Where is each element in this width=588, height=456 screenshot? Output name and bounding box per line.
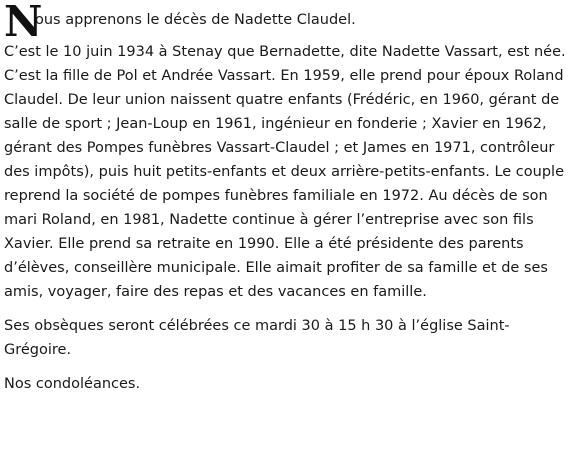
body-line: gérant des Pompes funèbres Vassart-Claudel ; et James en 1971, contrôleur	[4, 140, 555, 156]
body-line: C’est la fille de Pol et Andrée Vassart. En 1959, elle prend pour époux Roland	[4, 68, 564, 84]
funeral-paragraph	[4, 314, 586, 362]
biography-paragraph	[4, 40, 586, 304]
drop-cap: N	[4, 0, 43, 46]
body-line: des impôts), puis huit petits-enfants et deux arrière-petits-enfants. Le couple	[4, 164, 564, 180]
condolences-text: Nos condoléances.	[4, 376, 141, 392]
obituary-article	[4, 0, 586, 396]
body-line: d’élèves, conseillère municipale. Elle aimait profiter de sa famille et de ses	[4, 260, 548, 276]
body-line: amis, voyager, faire des repas et des vacances en famille.	[4, 284, 427, 300]
lead-text: ous apprenons le décès de Nadette Claudel.	[35, 12, 356, 28]
body-line: reprend la société de pompes funèbres familiale en 1972. Au décès de son	[4, 188, 548, 204]
body-line: C’est le 10 juin 1934 à Stenay que Bernadette, dite Nadette Vassart, est née.	[4, 44, 566, 60]
body-line: mari Roland, en 1981, Nadette continue à gérer l’entreprise avec son fils	[4, 212, 534, 228]
funeral-line: Ses obsèques seront célébrées ce mardi 30 à 15 h 30 à l’église Saint-	[4, 318, 510, 334]
funeral-line: Grégoire.	[4, 342, 72, 358]
body-line: Xavier. Elle prend sa retraite en 1990. Elle a été présidente des parents	[4, 236, 524, 252]
body-line: salle de sport ; Jean-Loup en 1961, ingénieur en fonderie ; Xavier en 1962,	[4, 116, 547, 132]
lead-paragraph	[4, 0, 586, 46]
body-line: Claudel. De leur union naissent quatre enfants (Frédéric, en 1960, gérant de	[4, 92, 560, 108]
condolences-paragraph	[4, 372, 586, 396]
